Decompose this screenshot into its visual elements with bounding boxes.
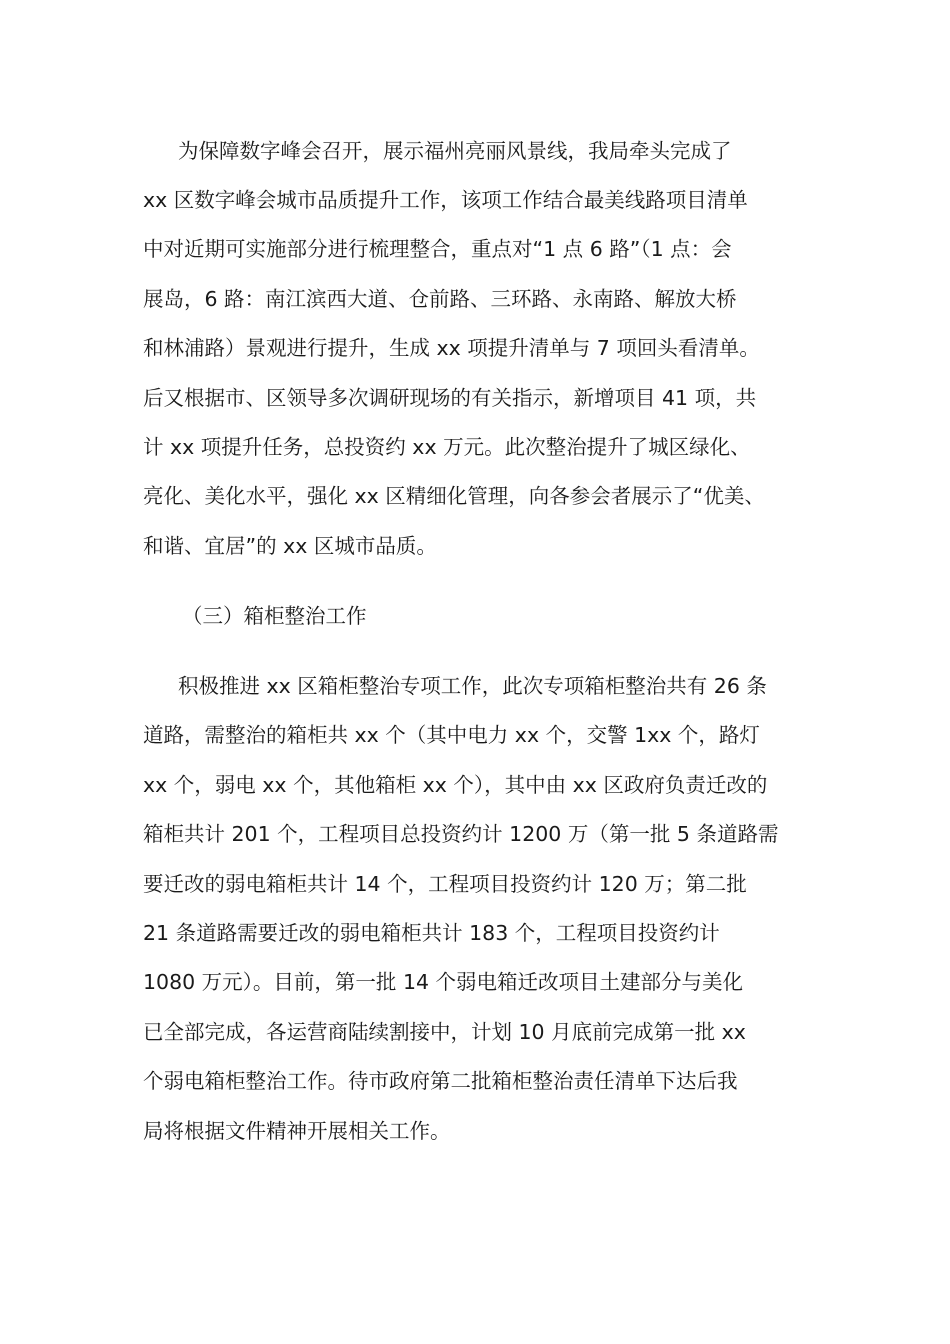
text-line: 为保障数字峰会召开，展示福州亮丽风景线，我局牵头完成了 <box>178 139 732 163</box>
heading-line: （三）箱柜整治工作 <box>182 604 367 628</box>
text-line: 亮化、美化水平，强化 xx 区精细化管理，向各参会者展示了“优美、 <box>143 484 765 508</box>
text-line: 道路，需整治的箱柜共 xx 个（其中电力 xx 个，交警 1xx 个，路灯 <box>143 723 760 747</box>
text-line: 要迁改的弱电箱柜共计 14 个，工程项目投资约计 120 万；第二批 <box>143 872 747 896</box>
text-line: 和林浦路）景观进行提升，生成 xx 项提升清单与 7 项回头看清单。 <box>143 336 760 360</box>
text-line: 已全部完成，各运营商陆续割接中，计划 10 月底前完成第一批 xx <box>143 1020 746 1044</box>
text-line: 中对近期可实施部分进行梳理整合，重点对“1 点 6 路”（1 点：会 <box>143 237 732 261</box>
text-line: 21 条道路需要迁改的弱电箱柜共计 183 个，工程项目投资约计 <box>143 921 720 945</box>
text-line: 1080 万元）。目前，第一批 14 个弱电箱迁改项目土建部分与美化 <box>143 970 744 994</box>
text-line: 箱柜共计 201 个，工程项目总投资约计 1200 万（第一批 5 条道路需 <box>143 822 779 846</box>
text-line: xx 区数字峰会城市品质提升工作，该项工作结合最美线路项目清单 <box>143 188 748 212</box>
text-line: 展岛，6 路：南江滨西大道、仓前路、三环路、永南路、解放大桥 <box>143 287 737 311</box>
text-line: 局将根据文件精神开展相关工作。 <box>143 1119 451 1143</box>
text-line: 个弱电箱柜整治工作。待市政府第二批箱柜整治责任清单下达后我 <box>143 1069 738 1093</box>
text-line: 计 xx 项提升任务，总投资约 xx 万元。此次整治提升了城区绿化、 <box>143 435 751 459</box>
text-line: 积极推进 xx 区箱柜整治专项工作，此次专项箱柜整治共有 26 条 <box>178 674 767 698</box>
text-line: xx 个，弱电 xx 个，其他箱柜 xx 个），其中由 xx 区政府负责迁改的 <box>143 773 768 797</box>
text-line: 和谐、宜居”的 xx 区城市品质。 <box>143 534 437 558</box>
text-line: 后又根据市、区领导多次调研现场的有关指示，新增项目 41 项，共 <box>143 386 757 410</box>
